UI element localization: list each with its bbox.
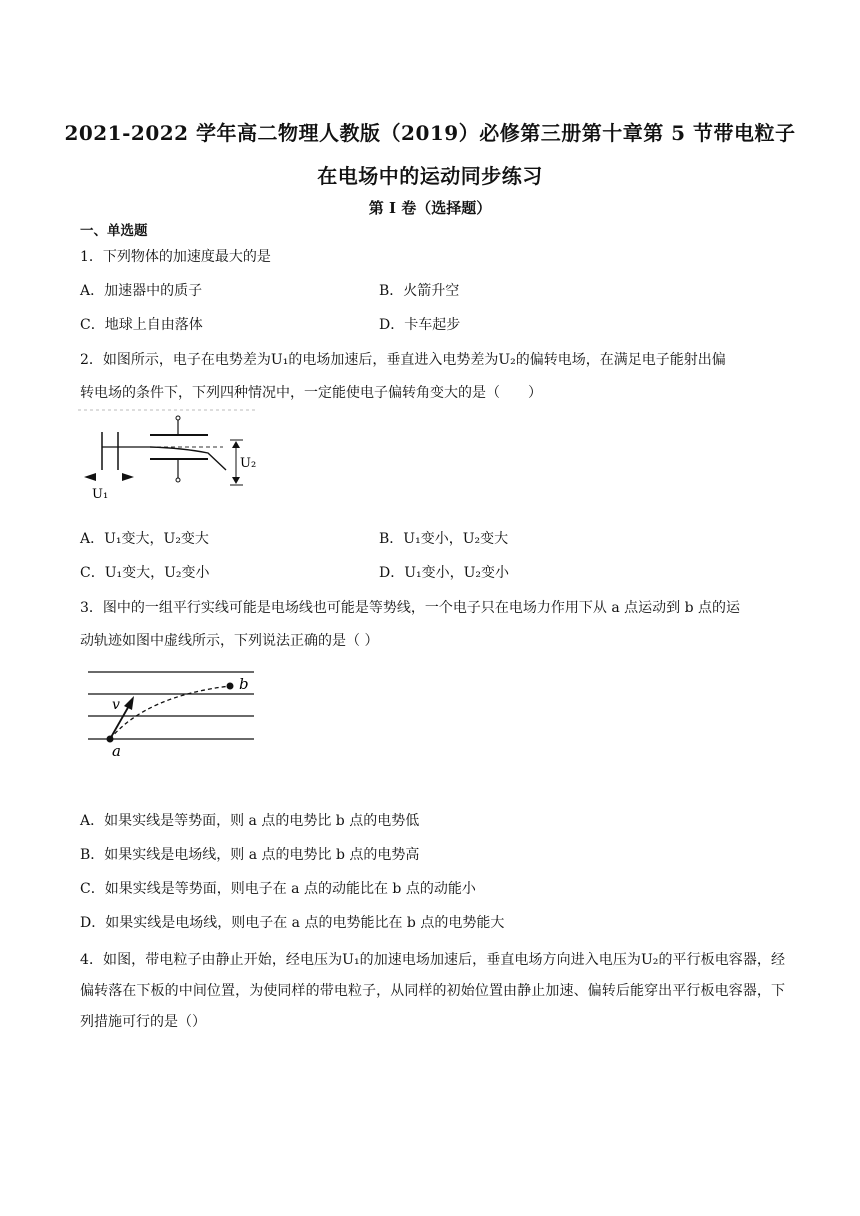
q1-option-a: A．加速器中的质子 xyxy=(80,283,203,299)
title-line-2: 在电场中的运动同步练习 xyxy=(317,164,543,188)
q3-option-d: D．如果实线是电场线，则电子在 a 点的电势能比在 b 点的电势能大 xyxy=(80,915,505,931)
q2-option-c: C．U₁变大，U₂变小 xyxy=(80,565,210,581)
q3-stem-line-1: 3．图中的一组平行实线可能是电场线也可能是等势线，一个电子只在电场力作用下从 a 点运动到 b 点的运 xyxy=(80,600,741,616)
q3-fig-b-label: b xyxy=(239,675,249,693)
q3-fig-v-label: v xyxy=(112,697,120,713)
q3-trajectory-figure xyxy=(84,664,264,764)
q3-option-a: A．如果实线是等势面，则 a 点的电势比 b 点的电势低 xyxy=(80,813,420,829)
title-line-1: 2021-2022 学年高二物理人教版（2019）必修第三册第十章第 5 节带电粒子 xyxy=(64,121,796,145)
q2-fig-u2-label: U₂ xyxy=(240,456,257,471)
q2-stem-line-2: 转电场的条件下，下列四种情况中，一定能使电子偏转角变大的是（ ） xyxy=(80,385,542,401)
q3-fig-a-label: a xyxy=(112,742,121,760)
q3-option-c: C．如果实线是等势面，则电子在 a 点的动能比在 b 点的动能小 xyxy=(80,881,476,897)
q1-stem: 1．下列物体的加速度最大的是 xyxy=(80,249,271,265)
q1-option-b: B．火箭升空 xyxy=(379,283,460,299)
q3-stem-line-2: 动轨迹如图中虚线所示，下列说法正确的是（ ） xyxy=(80,633,379,649)
q2-option-a: A．U₁变大，U₂变大 xyxy=(80,531,209,547)
q3-option-b: B．如果实线是电场线，则 a 点的电势比 b 点的电势高 xyxy=(80,847,420,863)
q1-option-d: D．卡车起步 xyxy=(379,317,461,333)
q2-deflection-figure xyxy=(78,406,268,516)
q2-option-b: B．U₁变小，U₂变大 xyxy=(379,531,509,547)
q4-stem: 4．如图，带电粒子由静止开始，经电压为U₁的加速电场加速后，垂直电场方向进入电压为U₂的平行板电容器，经偏转落在下板的中间位置，为使同样的带电粒子，从同样的初始位置由静止加速、偏转后能穿出平行板电容器，下列措施可行的是（） xyxy=(80,952,785,1030)
q2-fig-u1-label: U₁ xyxy=(92,487,109,502)
q1-option-c: C．地球上自由落体 xyxy=(80,317,203,333)
q2-option-d: D．U₁变小，U₂变小 xyxy=(379,565,510,581)
q2-stem-line-1: 2．如图所示，电子在电势差为U₁的电场加速后，垂直进入电势差为U₂的偏转电场，在满足电子能射出偏 xyxy=(80,352,726,368)
volume-heading: 第 I 卷（选择题） xyxy=(368,199,492,217)
section-heading: 一、单选题 xyxy=(80,223,148,239)
